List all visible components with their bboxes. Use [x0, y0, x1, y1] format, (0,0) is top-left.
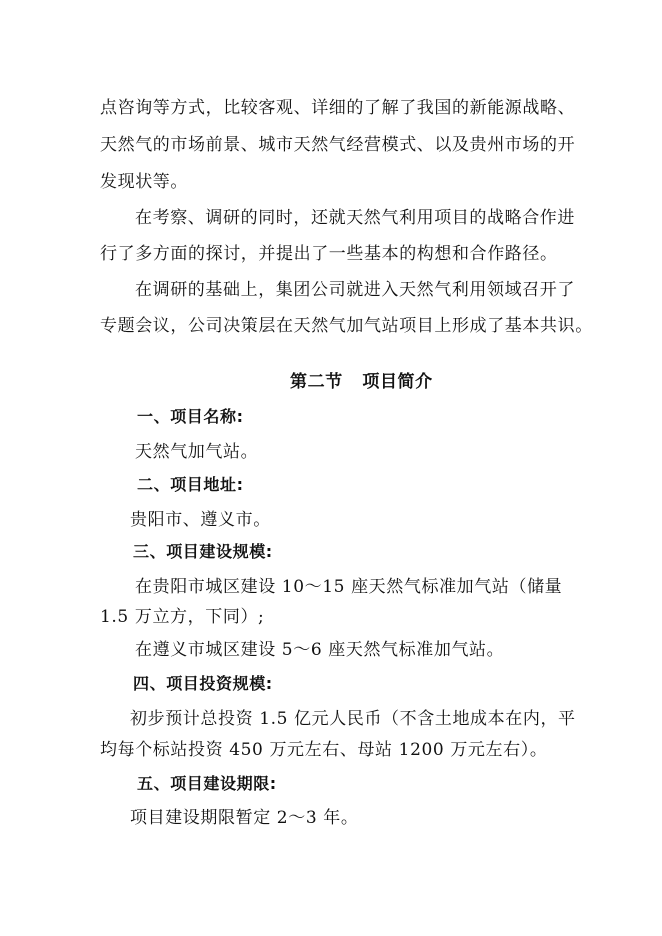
text-investment-scale-1: 初步预计总投资 1.5 亿元人民币（不含土地成本在内，平 — [130, 709, 576, 729]
intro-line-7: 专题会议，公司决策层在天然气加气站项目上形成了基本共识。 — [100, 316, 593, 336]
intro-line-1: 点咨询等方式，比较客观、详细的了解了我国的新能源战略、 — [100, 98, 576, 118]
intro-line-3: 发现状等。 — [100, 172, 188, 192]
section-title: 第二节 项目简介 — [290, 372, 433, 392]
heading-construction-period: 五、项目建设期限: — [137, 774, 277, 793]
heading-construction-scale: 三、项目建设规模: — [133, 542, 273, 561]
text-project-name: 天然气加气站。 — [135, 442, 259, 462]
intro-line-5: 行了多方面的探讨，并提出了一些基本的构想和合作路径。 — [100, 244, 558, 264]
heading-project-address: 二、项目地址: — [137, 475, 244, 494]
intro-line-6: 在调研的基础上，集团公司就进入天然气利用领域召开了 — [135, 280, 575, 300]
heading-project-name: 一、项目名称: — [137, 407, 244, 426]
text-construction-scale-1: 在贵阳市城区建设 10～15 座天然气标准加气站（储量 — [135, 577, 563, 597]
intro-line-4: 在考察、调研的同时，还就天然气利用项目的战略合作进 — [135, 208, 575, 228]
text-investment-scale-2: 均每个标站投资 450 万元左右、母站 1200 万元左右）。 — [100, 740, 548, 760]
heading-investment-scale: 四、项目投资规模: — [133, 674, 273, 693]
text-construction-scale-3: 在遵义市城区建设 5～6 座天然气标准加气站。 — [135, 640, 505, 660]
text-construction-scale-2: 1.5 万立方，下同）; — [100, 607, 265, 627]
text-project-address: 贵阳市、遵义市。 — [130, 510, 271, 530]
text-construction-period: 项目建设期限暂定 2～3 年。 — [130, 808, 359, 828]
intro-line-2: 天然气的市场前景、城市天然气经营模式、以及贵州市场的开 — [100, 135, 576, 155]
